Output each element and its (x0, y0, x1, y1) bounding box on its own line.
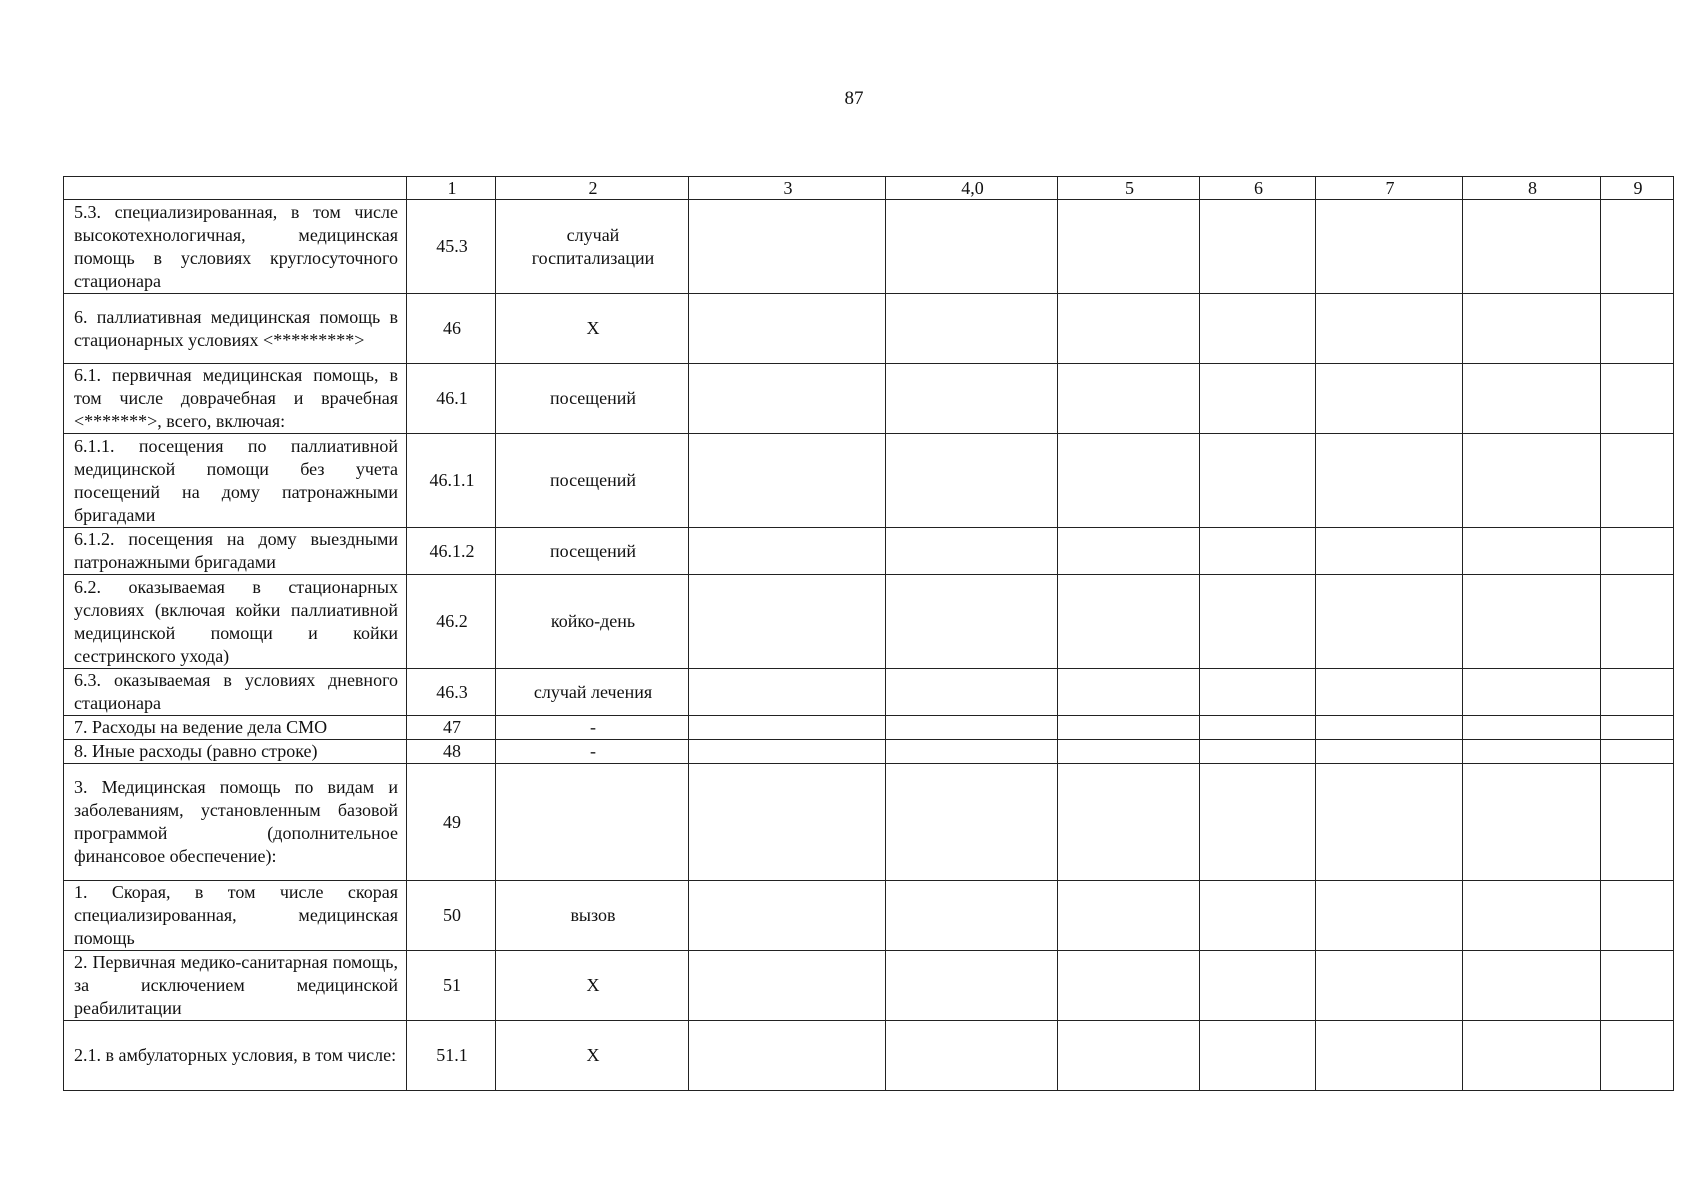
empty-cell (886, 669, 1058, 716)
empty-cell (1316, 951, 1463, 1021)
empty-cell (1200, 716, 1316, 740)
row-unit: посещений (496, 434, 689, 528)
header-cell (64, 177, 407, 200)
page-number: 87 (844, 88, 864, 109)
row-code: 46.1.1 (407, 434, 496, 528)
empty-cell (689, 740, 886, 764)
empty-cell (1463, 434, 1601, 528)
empty-cell (1601, 669, 1674, 716)
header-cell: 8 (1463, 177, 1601, 200)
empty-cell (1601, 716, 1674, 740)
table-row (64, 528, 1674, 575)
empty-cell (886, 294, 1058, 364)
table-row (64, 294, 1674, 364)
empty-cell (1058, 764, 1200, 881)
row-description: 6.1.2. посещения на дому выездными патронажными бригадами (64, 528, 407, 575)
empty-cell (1463, 575, 1601, 669)
row-code: 46.2 (407, 575, 496, 669)
empty-cell (689, 716, 886, 740)
empty-cell (1058, 740, 1200, 764)
row-code: 46.1.2 (407, 528, 496, 575)
empty-cell (689, 364, 886, 434)
row-description: 3. Медицинская помощь по видам и заболеваниям, установленным базовой программой (дополнительное финансовое обеспечение): (64, 764, 407, 881)
row-description: 6.3. оказываемая в условиях дневного стационара (64, 669, 407, 716)
header-cell: 7 (1316, 177, 1463, 200)
empty-cell (886, 764, 1058, 881)
row-code: 46.3 (407, 669, 496, 716)
header-cell: 1 (407, 177, 496, 200)
empty-cell (1463, 764, 1601, 881)
empty-cell (886, 434, 1058, 528)
empty-cell (689, 881, 886, 951)
table-row (64, 364, 1674, 434)
empty-cell (689, 1021, 886, 1091)
empty-cell (1200, 764, 1316, 881)
row-description: 2. Первичная медико-санитарная помощь, за исключением медицинской реабилитации (64, 951, 407, 1021)
empty-cell (689, 575, 886, 669)
empty-cell (1316, 716, 1463, 740)
row-description: 6.1.1. посещения по паллиативной медицинской помощи без учета посещений на дому патронажными бригадами (64, 434, 407, 528)
empty-cell (1601, 294, 1674, 364)
empty-cell (1601, 528, 1674, 575)
row-description: 1. Скорая, в том числе скорая специализированная, медицинская помощь (64, 881, 407, 951)
empty-cell (1463, 528, 1601, 575)
empty-cell (886, 528, 1058, 575)
empty-cell (1601, 200, 1674, 294)
row-unit: случай госпитализации (496, 200, 689, 294)
empty-cell (1316, 294, 1463, 364)
row-description: 5.3. специализированная, в том числе высокотехнологичная, медицинская помощь в условиях круглосуточного стационара (64, 200, 407, 294)
empty-cell (1463, 294, 1601, 364)
header-cell: 5 (1058, 177, 1200, 200)
row-unit: посещений (496, 364, 689, 434)
row-description: 2.1. в амбулаторных условия, в том числе: (64, 1021, 407, 1091)
empty-cell (1463, 951, 1601, 1021)
empty-cell (689, 669, 886, 716)
empty-cell (1316, 669, 1463, 716)
empty-cell (1200, 294, 1316, 364)
empty-cell (1601, 1021, 1674, 1091)
empty-cell (886, 364, 1058, 434)
row-description: 6.2. оказываемая в стационарных условиях (включая койки паллиативной медицинской помощи и койки сестринского ухода) (64, 575, 407, 669)
row-description: 8. Иные расходы (равно строке) (64, 740, 407, 764)
table-row (64, 669, 1674, 716)
empty-cell (689, 434, 886, 528)
row-code: 47 (407, 716, 496, 740)
empty-cell (689, 764, 886, 881)
empty-cell (689, 200, 886, 294)
empty-cell (886, 575, 1058, 669)
table-row (64, 881, 1674, 951)
table-row (64, 434, 1674, 528)
header-cell: 3 (689, 177, 886, 200)
empty-cell (1463, 364, 1601, 434)
table-row (64, 764, 1674, 881)
header-cell: 4,0 (886, 177, 1058, 200)
empty-cell (689, 528, 886, 575)
empty-cell (886, 1021, 1058, 1091)
empty-cell (1316, 740, 1463, 764)
empty-cell (1058, 364, 1200, 434)
row-description: 7. Расходы на ведение дела СМО (64, 716, 407, 740)
table-row (64, 575, 1674, 669)
empty-cell (1316, 528, 1463, 575)
row-unit: X (496, 1021, 689, 1091)
empty-cell (1463, 716, 1601, 740)
empty-cell (1463, 1021, 1601, 1091)
empty-cell (1200, 740, 1316, 764)
empty-cell (1058, 1021, 1200, 1091)
empty-cell (1601, 764, 1674, 881)
empty-cell (1200, 364, 1316, 434)
empty-cell (1058, 669, 1200, 716)
empty-cell (1200, 881, 1316, 951)
empty-cell (886, 716, 1058, 740)
empty-cell (1316, 1021, 1463, 1091)
row-unit: вызов (496, 881, 689, 951)
empty-cell (1316, 575, 1463, 669)
empty-cell (1058, 575, 1200, 669)
empty-cell (1601, 740, 1674, 764)
empty-cell (1058, 200, 1200, 294)
empty-cell (886, 951, 1058, 1021)
header-row (64, 177, 1674, 200)
table-row (64, 951, 1674, 1021)
empty-cell (1058, 716, 1200, 740)
empty-cell (1200, 669, 1316, 716)
empty-cell (1200, 434, 1316, 528)
table-row (64, 740, 1674, 764)
header-cell: 2 (496, 177, 689, 200)
empty-cell (1200, 1021, 1316, 1091)
empty-cell (689, 294, 886, 364)
empty-cell (1601, 575, 1674, 669)
row-code: 51.1 (407, 1021, 496, 1091)
row-code: 45.3 (407, 200, 496, 294)
empty-cell (1200, 575, 1316, 669)
row-code: 46 (407, 294, 496, 364)
row-unit: X (496, 951, 689, 1021)
row-code: 48 (407, 740, 496, 764)
row-code: 46.1 (407, 364, 496, 434)
row-description: 6.1. первичная медицинская помощь, в том числе доврачебная и врачебная <*******>, всего, включая: (64, 364, 407, 434)
row-code: 49 (407, 764, 496, 881)
empty-cell (1058, 434, 1200, 528)
empty-cell (1463, 669, 1601, 716)
row-unit: X (496, 294, 689, 364)
empty-cell (1058, 294, 1200, 364)
empty-cell (1463, 200, 1601, 294)
empty-cell (1601, 881, 1674, 951)
table-row (64, 1021, 1674, 1091)
form-table (63, 176, 1674, 1091)
empty-cell (1463, 740, 1601, 764)
empty-cell (1200, 951, 1316, 1021)
row-code: 50 (407, 881, 496, 951)
empty-cell (1200, 200, 1316, 294)
empty-cell (1200, 528, 1316, 575)
table-row (64, 200, 1674, 294)
empty-cell (886, 740, 1058, 764)
row-unit: койко-день (496, 575, 689, 669)
empty-cell (1316, 434, 1463, 528)
empty-cell (1601, 364, 1674, 434)
empty-cell (1316, 364, 1463, 434)
header-cell: 6 (1200, 177, 1316, 200)
empty-cell (1316, 881, 1463, 951)
empty-cell (1601, 951, 1674, 1021)
row-description: 6. паллиативная медицинская помощь в стационарных условиях <*********> (64, 294, 407, 364)
row-unit: посещений (496, 528, 689, 575)
row-code: 51 (407, 951, 496, 1021)
empty-cell (689, 951, 886, 1021)
empty-cell (1463, 881, 1601, 951)
table-row (64, 716, 1674, 740)
empty-cell (1058, 951, 1200, 1021)
header-cell: 9 (1601, 177, 1674, 200)
empty-cell (1058, 528, 1200, 575)
row-unit: - (496, 740, 689, 764)
empty-cell (886, 200, 1058, 294)
empty-cell (1601, 434, 1674, 528)
empty-cell (1316, 200, 1463, 294)
empty-cell (1058, 881, 1200, 951)
row-unit (496, 764, 689, 881)
row-unit: - (496, 716, 689, 740)
row-unit: случай лечения (496, 669, 689, 716)
empty-cell (1316, 764, 1463, 881)
empty-cell (886, 881, 1058, 951)
